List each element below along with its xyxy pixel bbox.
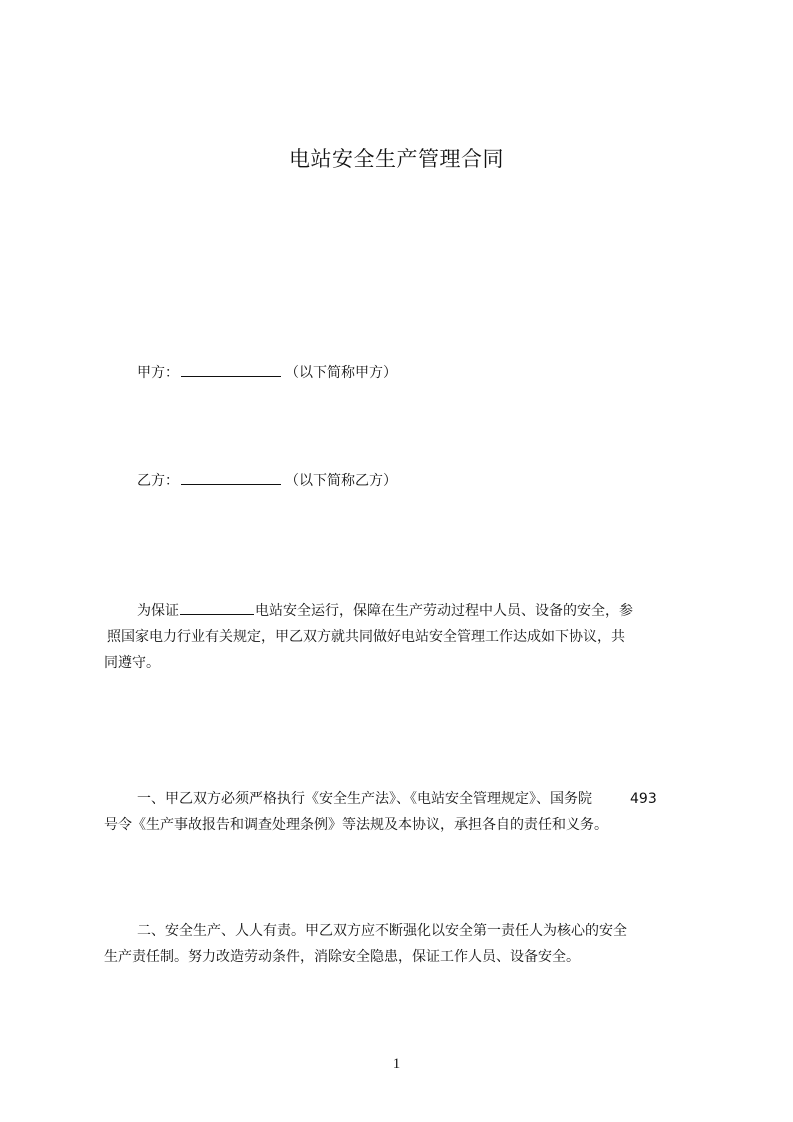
intro-line-2: 照国家电力行业有关规定，甲乙双方就共同做好电站安全管理工作达成如下协议，共	[107, 629, 625, 645]
party-a-blank	[181, 364, 281, 377]
station-name-blank	[180, 602, 254, 615]
intro-line-3: 同遵守。	[104, 655, 160, 671]
clause-2-line-1: 二、安全生产、人人有责。甲乙双方应不断强化以安全第一责任人为核心的安全	[137, 923, 627, 939]
party-a-label: 甲方：	[137, 365, 179, 381]
document-title: 电站安全生产管理合同	[289, 147, 504, 171]
intro-line-1	[104, 598, 700, 624]
party-b-line	[137, 470, 397, 490]
clause-1-line-2: 号令《生产事故报告和调查处理条例》等法规及本协议，承担各自的责任和义务。	[104, 817, 608, 833]
intro-prefix: 为保证	[137, 603, 179, 619]
intro-suffix: 电站安全运行，保障在生产劳动过程中人员、设备的安全，参	[255, 603, 633, 619]
party-a-line	[137, 362, 397, 382]
page-number: 1	[392, 1056, 401, 1072]
clause-1-line-1	[104, 786, 700, 812]
party-b-blank	[181, 472, 281, 485]
decree-number: 493	[630, 791, 657, 807]
party-a-suffix: （以下简称甲方）	[285, 365, 397, 381]
clause-1	[104, 786, 700, 838]
party-b-label: 乙方：	[137, 473, 179, 489]
clause-2-line-2: 生产责任制。努力改造劳动条件，消除安全隐患，保证工作人员、设备安全。	[104, 949, 580, 965]
party-b-suffix: （以下简称乙方）	[285, 473, 397, 489]
clause-2	[104, 918, 700, 970]
intro-paragraph	[104, 598, 700, 676]
clause-1-text: 一、甲乙双方必须严格执行《安全生产法》、《电站安全管理规定》、国务院	[137, 791, 592, 807]
